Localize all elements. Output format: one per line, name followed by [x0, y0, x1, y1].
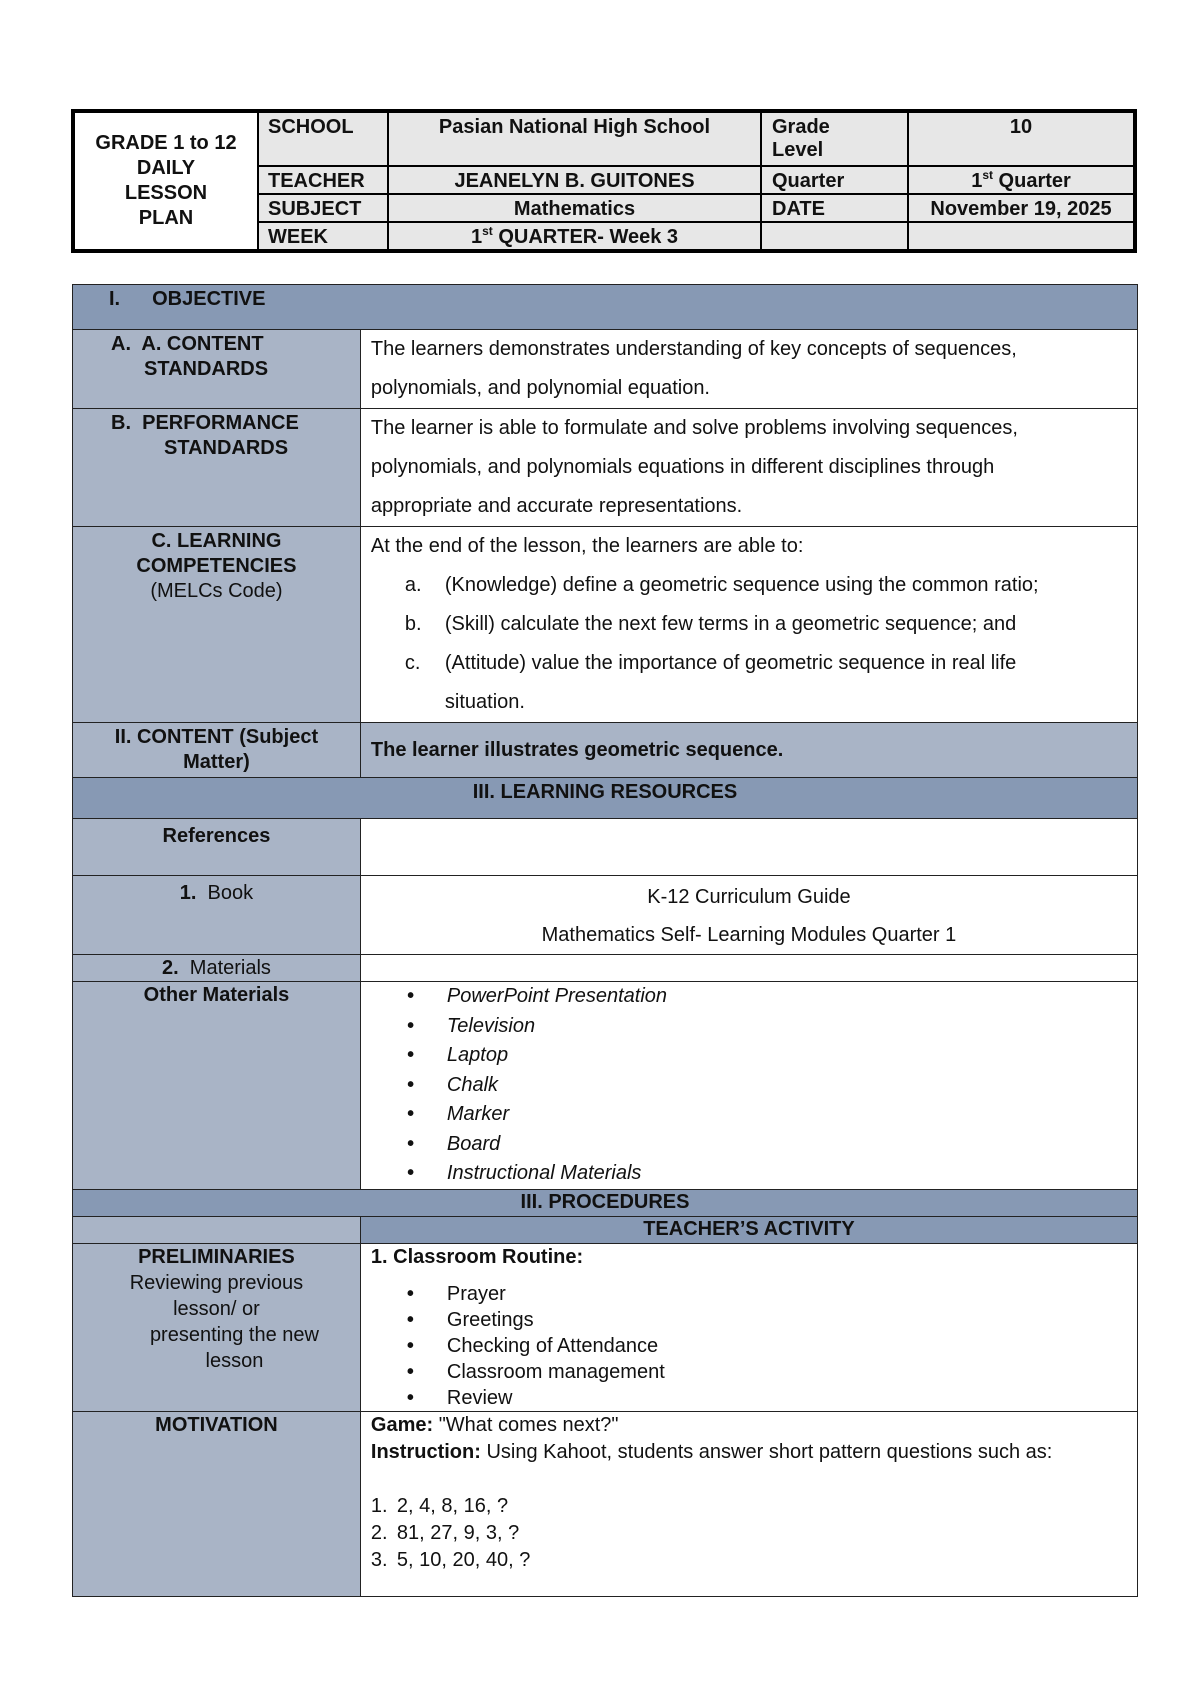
subject-value: Mathematics	[388, 194, 761, 222]
teacher-activity-heading: TEACHER’S ACTIVITY	[360, 1217, 1137, 1244]
list-item: • Greetings	[361, 1307, 1137, 1333]
header-table	[71, 109, 1137, 253]
week-label: WEEK	[258, 222, 388, 251]
other-materials-list	[361, 982, 1137, 1189]
teacher-value: JEANELYN B. GUITONES	[388, 166, 761, 194]
list-item: • Classroom management	[361, 1359, 1137, 1385]
school-label: SCHOOL	[258, 111, 388, 166]
other-materials-label: Other Materials	[73, 982, 361, 1190]
week-value: 1st QUARTER- Week 3	[388, 222, 761, 251]
list-item: • Instructional Materials	[361, 1159, 1137, 1189]
content-standards-label: A. A. CONTENT STANDARDS	[73, 330, 361, 409]
list-item: a. (Knowledge) define a geometric sequence using the common ratio;	[404, 574, 1039, 596]
competencies-text: At the end of the lesson, the learners are able to: a. (Knowledge) define a geometric sequence using the common ratio; b. (Skill) calculate the next few terms in a geometric sequence; and c. (Attitude) value the importance of geometric sequence in real life situation.	[360, 527, 1137, 723]
grade-value: 10	[908, 111, 1135, 166]
motivation-label: MOTIVATION	[73, 1412, 361, 1597]
routine-list	[361, 1281, 1137, 1411]
list-item: 1. 2, 4, 8, 16, ?	[370, 1495, 509, 1517]
list-item: • Marker	[361, 1100, 1137, 1130]
materials-label: 2. Materials	[73, 955, 361, 982]
empty-cell	[73, 1217, 361, 1244]
pattern-questions	[361, 1493, 1127, 1574]
plan-title: GRADE 1 to 12 DAILY LESSON PLAN	[73, 111, 258, 251]
date-label: DATE	[761, 194, 908, 222]
grade-label: Grade Level	[761, 111, 908, 166]
list-item: 3. 5, 10, 20, 40, ?	[370, 1549, 531, 1571]
list-item: b. (Skill) calculate the next few terms in a geometric sequence; and	[404, 613, 1017, 635]
teacher-label: TEACHER	[258, 166, 388, 194]
lesson-plan-table	[72, 284, 1138, 1597]
list-item: c. (Attitude) value the importance of geometric sequence in real life situation.	[404, 652, 1017, 713]
quarter-value: 1st Quarter	[908, 166, 1135, 194]
competencies-label: C. LEARNING COMPETENCIES (MELCs Code)	[73, 527, 361, 723]
list-item: • Laptop	[361, 1041, 1137, 1071]
list-item: • Checking of Attendance	[361, 1333, 1137, 1359]
references-label: References	[73, 819, 361, 876]
materials-value	[360, 955, 1137, 982]
book-value: K-12 Curriculum Guide Mathematics Self- Learning Modules Quarter 1	[360, 876, 1137, 955]
other-materials-value	[360, 982, 1137, 1190]
list-item: • Chalk	[361, 1071, 1137, 1101]
quarter-label: Quarter	[761, 166, 908, 194]
procedures-heading: III. PROCEDURES	[73, 1190, 1138, 1217]
list-item: • Review	[361, 1385, 1137, 1411]
preliminaries-content: 1. Classroom Routine: • Prayer • Greetings • Checking of Attendance • Classroom management • Review	[360, 1244, 1137, 1412]
empty-cell	[908, 222, 1135, 251]
motivation-content: Game: "What comes next?" Instruction: Using Kahoot, students answer short pattern questions such as: 1. 2, 4, 8, 16, ? 2. 81, 27, 9, 3, ? 3. 5, 10, 20, 40, ?	[360, 1412, 1137, 1597]
book-label: 1. Book	[73, 876, 361, 955]
list-item: • Board	[361, 1130, 1137, 1160]
performance-standards-label: B. PERFORMANCE STANDARDS	[73, 409, 361, 527]
references-value	[360, 819, 1137, 876]
subject-label: SUBJECT	[258, 194, 388, 222]
content-value: The learner illustrates geometric sequence.	[360, 723, 1137, 778]
resources-heading: III. LEARNING RESOURCES	[73, 778, 1138, 819]
date-value: November 19, 2025	[908, 194, 1135, 222]
preliminaries-label: PRELIMINARIES Reviewing previous lesson/ or presenting the new lesson	[73, 1244, 361, 1412]
content-standards-text: The learners demonstrates understanding of key concepts of sequences, polynomials, and polynomial equation.	[360, 330, 1137, 409]
objective-heading: I. OBJECTIVE	[73, 285, 1138, 330]
list-item: 2. 81, 27, 9, 3, ?	[370, 1522, 520, 1544]
list-item: • Television	[361, 1012, 1137, 1042]
empty-cell	[761, 222, 908, 251]
list-item: • Prayer	[361, 1281, 1137, 1307]
competencies-list	[371, 566, 1127, 722]
performance-standards-text: The learner is able to formulate and solve problems involving sequences, polynomials, and polynomials equations in different disciplines through appropriate and accurate representations.	[360, 409, 1137, 527]
list-item: • PowerPoint Presentation	[361, 982, 1137, 1012]
content-label: II. CONTENT (Subject Matter)	[73, 723, 361, 778]
school-value: Pasian National High School	[388, 111, 761, 166]
